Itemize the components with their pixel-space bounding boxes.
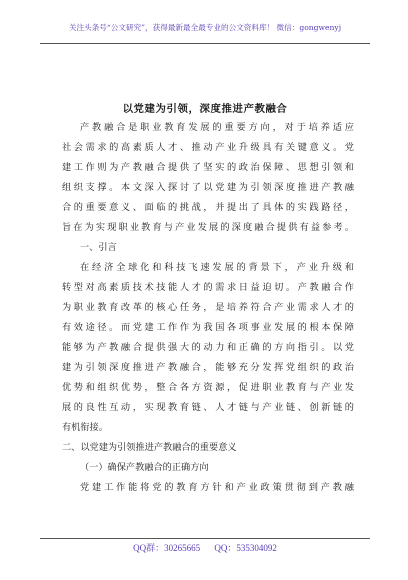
body-line: 产教融合是职业教育发展的重要方向，对于培养适应: [80, 122, 354, 133]
qq-group-number: QQ群：30265665: [133, 543, 201, 553]
body-line: 展的良性互动，实现教育链、人才链与产业链、创新链的: [62, 402, 354, 413]
body-line: 建为引领深度推进产教融合，能够充分发挥党组织的政治: [62, 362, 354, 373]
section-heading: 一、引言: [80, 242, 117, 253]
subsection-heading: （一）确保产教融合的正确方向: [80, 462, 209, 473]
document-body: [62, 118, 354, 498]
document-title: 以党建为引领，深度推进产教融合: [122, 103, 288, 115]
body-line: 党建工作能将党的教育方针和产业政策贯彻到产教融: [80, 482, 354, 493]
body-line: 合的重要意义、面临的挑战，并提出了具体的实践路径，: [62, 202, 354, 213]
body-line: 为职业教育改革的核心任务，是培养符合产业需求人才的: [62, 302, 354, 313]
body-line: 能够为产教融合提供强大的动力和正确的方向指引。以党: [62, 342, 354, 353]
body-line: 社会需求的高素质人才、推动产业升级具有关键意义。党: [62, 142, 354, 153]
body-line: 在经济全球化和科技飞速发展的背景下，产业升级和: [80, 262, 354, 273]
footer-contact: [40, 541, 370, 554]
body-line: 优势和组织优势，整合各方资源，促进职业教育与产业发: [62, 382, 354, 393]
header-notice: 关注头条号“公文研究”，获得最新最全最专业的公文资料库！ 微信：gongwenyj: [68, 23, 342, 32]
body-line: 有机衔接。: [62, 422, 108, 433]
footer-divider: [40, 538, 370, 539]
body-line: 有效途径。而党建工作作为我国各项事业发展的根本保障: [62, 322, 354, 333]
body-line: 组织支撑。本文深入探讨了以党建为引领深度推进产教融: [62, 182, 354, 193]
header-divider: [40, 43, 370, 44]
qq-number: QQ：535304092: [214, 543, 277, 553]
body-line: 旨在为实现职业教育与产业发展的深度融合提供有益参考。: [62, 222, 354, 233]
body-line: 转型对高素质技术技能人才的需求日益迫切。产教融合作: [62, 282, 354, 293]
section-heading: 二、以党建为引领推进产教融合的重要意义: [62, 442, 237, 453]
body-line: 建工作则为产教融合提供了坚实的政治保障、思想引领和: [62, 162, 354, 173]
